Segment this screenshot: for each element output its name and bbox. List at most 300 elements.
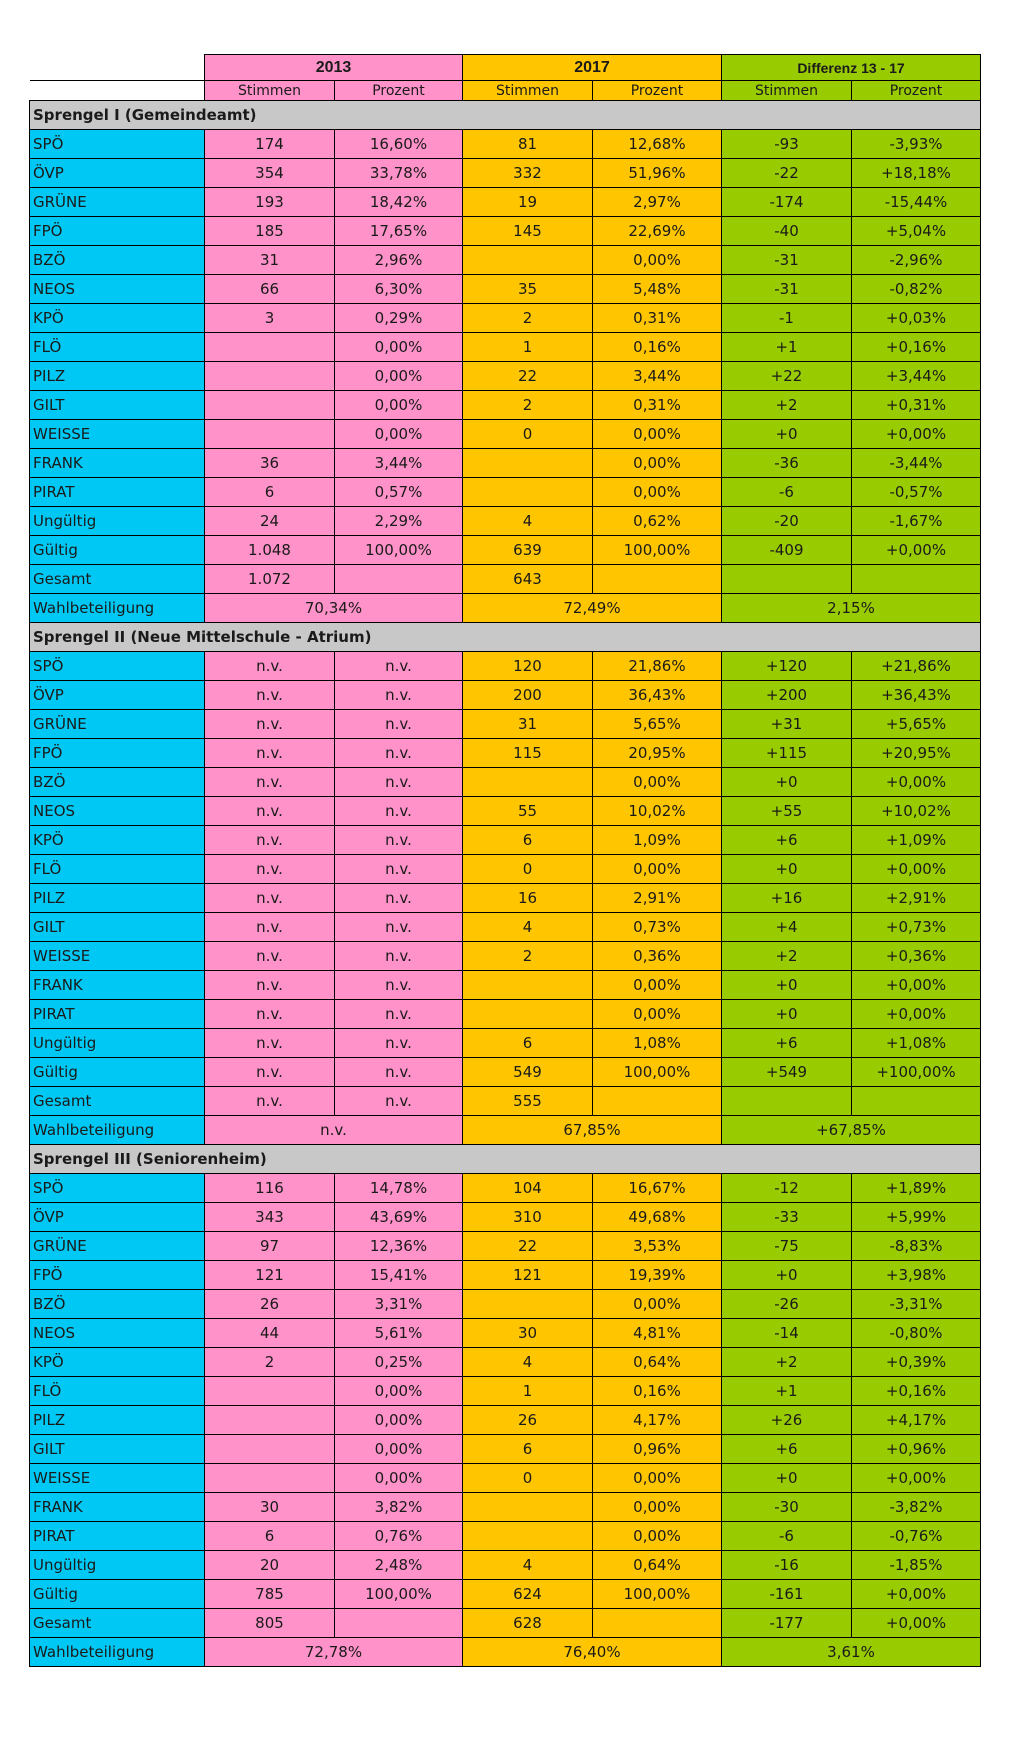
prozent-diff-cell: -0,82% <box>852 275 981 304</box>
table-row <box>30 1174 981 1203</box>
prozent-2013-cell: n.v. <box>335 797 463 826</box>
prozent-2017-cell: 2,91% <box>593 884 722 913</box>
table-row <box>30 1319 981 1348</box>
party-label: FRANK <box>30 971 205 1000</box>
stimmen-2017-cell: 55 <box>463 797 593 826</box>
prozent-2013-cell: 2,96% <box>335 246 463 275</box>
stimmen-2017-cell: 6 <box>463 826 593 855</box>
prozent-2017-cell: 100,00% <box>593 1058 722 1087</box>
stimmen-2013-cell: 121 <box>205 1261 335 1290</box>
stimmen-2013-cell: 805 <box>205 1609 335 1638</box>
stimmen-2017-cell: 81 <box>463 130 593 159</box>
prozent-2013-cell: 0,00% <box>335 1464 463 1493</box>
stimmen-2017-cell <box>463 971 593 1000</box>
party-label: ÖVP <box>30 1203 205 1232</box>
stimmen-diff-cell: -93 <box>722 130 852 159</box>
prozent-2017-cell <box>593 1609 722 1638</box>
stimmen-diff-cell <box>722 565 852 594</box>
prozent-diff-cell: -8,83% <box>852 1232 981 1261</box>
turnout-2013: 72,78% <box>205 1638 463 1667</box>
party-label: GILT <box>30 913 205 942</box>
prozent-diff-cell: +0,39% <box>852 1348 981 1377</box>
prozent-2017-cell: 3,53% <box>593 1232 722 1261</box>
stimmen-2013-cell: n.v. <box>205 913 335 942</box>
party-label: Ungültig <box>30 1029 205 1058</box>
prozent-2013-cell: 0,00% <box>335 333 463 362</box>
stimmen-2013-cell: 2 <box>205 1348 335 1377</box>
prozent-diff-cell: -1,67% <box>852 507 981 536</box>
header-corner-sub <box>30 81 205 101</box>
stimmen-2013-cell: n.v. <box>205 971 335 1000</box>
table-row <box>30 1290 981 1319</box>
party-label: WEISSE <box>30 1464 205 1493</box>
table-row <box>30 1087 981 1116</box>
table-row <box>30 797 981 826</box>
party-label: NEOS <box>30 797 205 826</box>
turnout-row <box>30 1116 981 1145</box>
party-label: Gültig <box>30 1058 205 1087</box>
stimmen-diff-cell: +549 <box>722 1058 852 1087</box>
table-row <box>30 1000 981 1029</box>
stimmen-2017-cell: 4 <box>463 1551 593 1580</box>
stimmen-2013-cell: n.v. <box>205 739 335 768</box>
table-row <box>30 1609 981 1638</box>
stimmen-2013-cell: n.v. <box>205 797 335 826</box>
prozent-2013-cell: 33,78% <box>335 159 463 188</box>
section-title: Sprengel I (Gemeindeamt) <box>30 101 981 130</box>
stimmen-2017-cell: 0 <box>463 1464 593 1493</box>
prozent-2013-cell: n.v. <box>335 855 463 884</box>
prozent-2017-cell: 100,00% <box>593 536 722 565</box>
stimmen-2013-cell: 354 <box>205 159 335 188</box>
prozent-diff-cell: +0,00% <box>852 971 981 1000</box>
table-row <box>30 391 981 420</box>
stimmen-2013-cell: 31 <box>205 246 335 275</box>
party-label: WEISSE <box>30 420 205 449</box>
stimmen-diff-cell: +4 <box>722 913 852 942</box>
party-label: Gesamt <box>30 565 205 594</box>
prozent-diff-cell: +10,02% <box>852 797 981 826</box>
stimmen-2013-cell: 185 <box>205 217 335 246</box>
party-label: SPÖ <box>30 1174 205 1203</box>
table-row <box>30 1377 981 1406</box>
table-row <box>30 913 981 942</box>
header-corner <box>30 55 205 81</box>
prozent-2013-cell: n.v. <box>335 652 463 681</box>
prozent-2017-cell: 0,00% <box>593 1493 722 1522</box>
prozent-diff-cell: +0,16% <box>852 1377 981 1406</box>
stimmen-2017-cell: 639 <box>463 536 593 565</box>
header-prozent-2017: Prozent <box>593 81 722 101</box>
prozent-2017-cell: 0,00% <box>593 855 722 884</box>
stimmen-2013-cell: 116 <box>205 1174 335 1203</box>
prozent-diff-cell: +3,44% <box>852 362 981 391</box>
table-row <box>30 217 981 246</box>
party-label: GRÜNE <box>30 188 205 217</box>
header-2013: 2013 <box>205 55 463 81</box>
prozent-2013-cell: 15,41% <box>335 1261 463 1290</box>
prozent-2017-cell: 49,68% <box>593 1203 722 1232</box>
prozent-2013-cell: n.v. <box>335 681 463 710</box>
prozent-2013-cell <box>335 565 463 594</box>
stimmen-2017-cell: 200 <box>463 681 593 710</box>
stimmen-diff-cell: -31 <box>722 275 852 304</box>
prozent-diff-cell: +5,04% <box>852 217 981 246</box>
header-prozent-diff: Prozent <box>852 81 981 101</box>
party-label: FPÖ <box>30 739 205 768</box>
table-row <box>30 710 981 739</box>
stimmen-2017-cell: 628 <box>463 1609 593 1638</box>
stimmen-diff-cell: -26 <box>722 1290 852 1319</box>
stimmen-diff-cell: +26 <box>722 1406 852 1435</box>
stimmen-diff-cell: -6 <box>722 1522 852 1551</box>
stimmen-2013-cell <box>205 391 335 420</box>
stimmen-diff-cell: +6 <box>722 1435 852 1464</box>
party-label: PILZ <box>30 884 205 913</box>
table-row <box>30 942 981 971</box>
stimmen-2013-cell: n.v. <box>205 1087 335 1116</box>
stimmen-diff-cell: +115 <box>722 739 852 768</box>
stimmen-diff-cell: +1 <box>722 1377 852 1406</box>
prozent-2013-cell: 3,31% <box>335 1290 463 1319</box>
turnout-label: Wahlbeteiligung <box>30 594 205 623</box>
stimmen-diff-cell: +200 <box>722 681 852 710</box>
prozent-diff-cell: -0,57% <box>852 478 981 507</box>
prozent-2017-cell: 3,44% <box>593 362 722 391</box>
prozent-diff-cell: +0,00% <box>852 1609 981 1638</box>
party-label: PIRAT <box>30 478 205 507</box>
table-row <box>30 1203 981 1232</box>
table-row <box>30 1493 981 1522</box>
party-label: BZÖ <box>30 1290 205 1319</box>
table-row <box>30 362 981 391</box>
stimmen-2017-cell: 22 <box>463 362 593 391</box>
stimmen-diff-cell: -177 <box>722 1609 852 1638</box>
prozent-2017-cell: 1,09% <box>593 826 722 855</box>
stimmen-2013-cell: n.v. <box>205 768 335 797</box>
prozent-2013-cell: n.v. <box>335 1029 463 1058</box>
prozent-2013-cell: n.v. <box>335 942 463 971</box>
stimmen-2013-cell: 1.072 <box>205 565 335 594</box>
stimmen-2017-cell <box>463 449 593 478</box>
prozent-diff-cell <box>852 1087 981 1116</box>
prozent-2017-cell: 21,86% <box>593 652 722 681</box>
stimmen-2017-cell: 22 <box>463 1232 593 1261</box>
header-difference: Differenz 13 - 17 <box>722 55 981 81</box>
prozent-2017-cell: 0,16% <box>593 1377 722 1406</box>
prozent-diff-cell: +21,86% <box>852 652 981 681</box>
prozent-2013-cell: 0,00% <box>335 1406 463 1435</box>
prozent-diff-cell: +3,98% <box>852 1261 981 1290</box>
section-title: Sprengel III (Seniorenheim) <box>30 1145 981 1174</box>
table-row <box>30 855 981 884</box>
prozent-2013-cell: n.v. <box>335 826 463 855</box>
stimmen-2017-cell: 0 <box>463 420 593 449</box>
stimmen-2017-cell <box>463 246 593 275</box>
stimmen-diff-cell: +0 <box>722 855 852 884</box>
prozent-2017-cell: 100,00% <box>593 1580 722 1609</box>
table-row <box>30 1551 981 1580</box>
stimmen-2013-cell: n.v. <box>205 855 335 884</box>
prozent-diff-cell: +0,00% <box>852 855 981 884</box>
prozent-2013-cell: 100,00% <box>335 536 463 565</box>
table-row <box>30 884 981 913</box>
prozent-diff-cell: +1,89% <box>852 1174 981 1203</box>
stimmen-diff-cell: -1 <box>722 304 852 333</box>
table-row <box>30 826 981 855</box>
stimmen-2013-cell: 97 <box>205 1232 335 1261</box>
party-label: FRANK <box>30 1493 205 1522</box>
stimmen-2013-cell: n.v. <box>205 942 335 971</box>
prozent-2017-cell <box>593 565 722 594</box>
prozent-2017-cell: 0,00% <box>593 1522 722 1551</box>
prozent-diff-cell: -0,76% <box>852 1522 981 1551</box>
stimmen-2013-cell: 20 <box>205 1551 335 1580</box>
stimmen-2017-cell: 4 <box>463 1348 593 1377</box>
header-2017: 2017 <box>463 55 722 81</box>
turnout-2013: 70,34% <box>205 594 463 623</box>
party-label: SPÖ <box>30 130 205 159</box>
header-stimmen-2013: Stimmen <box>205 81 335 101</box>
prozent-2013-cell: 16,60% <box>335 130 463 159</box>
turnout-2017: 67,85% <box>463 1116 722 1145</box>
prozent-2017-cell: 0,31% <box>593 304 722 333</box>
prozent-2017-cell: 4,17% <box>593 1406 722 1435</box>
prozent-diff-cell: -3,82% <box>852 1493 981 1522</box>
prozent-diff-cell: +0,16% <box>852 333 981 362</box>
stimmen-2013-cell: 6 <box>205 478 335 507</box>
stimmen-2017-cell: 549 <box>463 1058 593 1087</box>
stimmen-2017-cell: 643 <box>463 565 593 594</box>
party-label: GRÜNE <box>30 710 205 739</box>
prozent-2013-cell: 2,29% <box>335 507 463 536</box>
prozent-2017-cell: 0,00% <box>593 246 722 275</box>
stimmen-2013-cell <box>205 362 335 391</box>
party-label: PILZ <box>30 362 205 391</box>
stimmen-2017-cell: 4 <box>463 507 593 536</box>
stimmen-diff-cell: +0 <box>722 1261 852 1290</box>
table-row <box>30 188 981 217</box>
prozent-diff-cell: +20,95% <box>852 739 981 768</box>
stimmen-2013-cell: 30 <box>205 1493 335 1522</box>
stimmen-2017-cell: 332 <box>463 159 593 188</box>
party-label: NEOS <box>30 1319 205 1348</box>
prozent-2017-cell: 19,39% <box>593 1261 722 1290</box>
table-row <box>30 1522 981 1551</box>
section-header-row <box>30 1145 981 1174</box>
prozent-2013-cell: n.v. <box>335 884 463 913</box>
party-label: FPÖ <box>30 1261 205 1290</box>
stimmen-2017-cell: 555 <box>463 1087 593 1116</box>
prozent-2013-cell: n.v. <box>335 913 463 942</box>
stimmen-2013-cell: 174 <box>205 130 335 159</box>
prozent-diff-cell: +5,65% <box>852 710 981 739</box>
stimmen-2017-cell <box>463 478 593 507</box>
prozent-diff-cell: +0,96% <box>852 1435 981 1464</box>
prozent-2017-cell: 16,67% <box>593 1174 722 1203</box>
stimmen-diff-cell: -30 <box>722 1493 852 1522</box>
table-row <box>30 159 981 188</box>
prozent-diff-cell: -3,93% <box>852 130 981 159</box>
table-row <box>30 565 981 594</box>
prozent-diff-cell: +2,91% <box>852 884 981 913</box>
party-label: Gültig <box>30 536 205 565</box>
stimmen-diff-cell: +6 <box>722 1029 852 1058</box>
party-label: FLÖ <box>30 333 205 362</box>
prozent-2017-cell: 0,96% <box>593 1435 722 1464</box>
stimmen-2013-cell: 44 <box>205 1319 335 1348</box>
turnout-label: Wahlbeteiligung <box>30 1116 205 1145</box>
stimmen-2013-cell: 6 <box>205 1522 335 1551</box>
stimmen-diff-cell: -409 <box>722 536 852 565</box>
table-row <box>30 304 981 333</box>
prozent-2013-cell: 0,00% <box>335 1435 463 1464</box>
prozent-diff-cell: +0,00% <box>852 768 981 797</box>
header-year-row <box>30 55 981 81</box>
stimmen-2017-cell: 1 <box>463 333 593 362</box>
stimmen-2017-cell: 30 <box>463 1319 593 1348</box>
stimmen-diff-cell: +120 <box>722 652 852 681</box>
table-row <box>30 971 981 1000</box>
prozent-diff-cell: +0,00% <box>852 420 981 449</box>
stimmen-2017-cell: 310 <box>463 1203 593 1232</box>
stimmen-2013-cell: n.v. <box>205 652 335 681</box>
prozent-diff-cell: +1,09% <box>852 826 981 855</box>
table-row <box>30 1464 981 1493</box>
prozent-2017-cell: 0,16% <box>593 333 722 362</box>
stimmen-2017-cell: 26 <box>463 1406 593 1435</box>
prozent-2013-cell: 0,00% <box>335 362 463 391</box>
stimmen-2017-cell: 104 <box>463 1174 593 1203</box>
stimmen-diff-cell: +0 <box>722 1464 852 1493</box>
prozent-2017-cell: 0,00% <box>593 420 722 449</box>
stimmen-2013-cell: n.v. <box>205 1029 335 1058</box>
prozent-2017-cell: 22,69% <box>593 217 722 246</box>
prozent-2017-cell: 51,96% <box>593 159 722 188</box>
stimmen-2017-cell: 2 <box>463 942 593 971</box>
prozent-diff-cell: +5,99% <box>852 1203 981 1232</box>
prozent-diff-cell <box>852 565 981 594</box>
prozent-2013-cell: n.v. <box>335 971 463 1000</box>
stimmen-2017-cell <box>463 1000 593 1029</box>
prozent-2017-cell: 0,00% <box>593 478 722 507</box>
prozent-diff-cell: -2,96% <box>852 246 981 275</box>
prozent-2017-cell: 0,64% <box>593 1348 722 1377</box>
party-label: Ungültig <box>30 1551 205 1580</box>
stimmen-diff-cell: +2 <box>722 942 852 971</box>
turnout-2017: 72,49% <box>463 594 722 623</box>
party-label: FPÖ <box>30 217 205 246</box>
party-label: FRANK <box>30 449 205 478</box>
table-row <box>30 1029 981 1058</box>
stimmen-diff-cell: +6 <box>722 826 852 855</box>
prozent-2017-cell: 5,48% <box>593 275 722 304</box>
header-subcolumn-row <box>30 81 981 101</box>
stimmen-diff-cell: +16 <box>722 884 852 913</box>
stimmen-2013-cell: n.v. <box>205 1000 335 1029</box>
prozent-diff-cell: +0,00% <box>852 536 981 565</box>
prozent-2013-cell: n.v. <box>335 1058 463 1087</box>
table-row <box>30 652 981 681</box>
prozent-2017-cell: 12,68% <box>593 130 722 159</box>
stimmen-diff-cell: +2 <box>722 391 852 420</box>
stimmen-2017-cell: 16 <box>463 884 593 913</box>
stimmen-diff-cell: -16 <box>722 1551 852 1580</box>
turnout-diff: 3,61% <box>722 1638 981 1667</box>
stimmen-2017-cell: 145 <box>463 217 593 246</box>
prozent-diff-cell: +0,31% <box>852 391 981 420</box>
party-label: KPÖ <box>30 304 205 333</box>
party-label: BZÖ <box>30 768 205 797</box>
prozent-diff-cell: +18,18% <box>852 159 981 188</box>
prozent-diff-cell: +100,00% <box>852 1058 981 1087</box>
prozent-diff-cell: +0,73% <box>852 913 981 942</box>
stimmen-diff-cell: -14 <box>722 1319 852 1348</box>
turnout-2017: 76,40% <box>463 1638 722 1667</box>
stimmen-diff-cell <box>722 1087 852 1116</box>
stimmen-2013-cell <box>205 1377 335 1406</box>
stimmen-2017-cell: 0 <box>463 855 593 884</box>
prozent-2017-cell: 0,31% <box>593 391 722 420</box>
table-row <box>30 507 981 536</box>
header-stimmen-diff: Stimmen <box>722 81 852 101</box>
stimmen-diff-cell: +0 <box>722 971 852 1000</box>
turnout-label: Wahlbeteiligung <box>30 1638 205 1667</box>
table-row <box>30 1261 981 1290</box>
header-stimmen-2017: Stimmen <box>463 81 593 101</box>
prozent-2017-cell: 0,00% <box>593 971 722 1000</box>
party-label: Gültig <box>30 1580 205 1609</box>
prozent-2013-cell: n.v. <box>335 1000 463 1029</box>
prozent-2013-cell: 6,30% <box>335 275 463 304</box>
table-row <box>30 1406 981 1435</box>
stimmen-2017-cell: 624 <box>463 1580 593 1609</box>
prozent-2013-cell: 5,61% <box>335 1319 463 1348</box>
prozent-2017-cell: 1,08% <box>593 1029 722 1058</box>
stimmen-2013-cell: 785 <box>205 1580 335 1609</box>
prozent-2013-cell: 0,76% <box>335 1522 463 1551</box>
stimmen-diff-cell: -75 <box>722 1232 852 1261</box>
stimmen-2017-cell <box>463 768 593 797</box>
stimmen-2013-cell: n.v. <box>205 826 335 855</box>
prozent-diff-cell: -3,31% <box>852 1290 981 1319</box>
turnout-row <box>30 594 981 623</box>
party-label: Ungültig <box>30 507 205 536</box>
turnout-diff: +67,85% <box>722 1116 981 1145</box>
prozent-2017-cell: 0,36% <box>593 942 722 971</box>
stimmen-2017-cell: 19 <box>463 188 593 217</box>
table-row <box>30 420 981 449</box>
party-label: Gesamt <box>30 1087 205 1116</box>
prozent-2013-cell: 18,42% <box>335 188 463 217</box>
prozent-diff-cell: +0,00% <box>852 1000 981 1029</box>
stimmen-2017-cell: 31 <box>463 710 593 739</box>
stimmen-2013-cell: 24 <box>205 507 335 536</box>
table-row <box>30 1580 981 1609</box>
stimmen-2013-cell: n.v. <box>205 1058 335 1087</box>
table-row <box>30 275 981 304</box>
prozent-2013-cell: n.v. <box>335 768 463 797</box>
party-label: FLÖ <box>30 855 205 884</box>
stimmen-2013-cell: 343 <box>205 1203 335 1232</box>
prozent-2013-cell: n.v. <box>335 710 463 739</box>
turnout-2013: n.v. <box>205 1116 463 1145</box>
table-row <box>30 1058 981 1087</box>
stimmen-diff-cell: +2 <box>722 1348 852 1377</box>
header-prozent-2013: Prozent <box>335 81 463 101</box>
stimmen-diff-cell: -6 <box>722 478 852 507</box>
prozent-2013-cell: 43,69% <box>335 1203 463 1232</box>
